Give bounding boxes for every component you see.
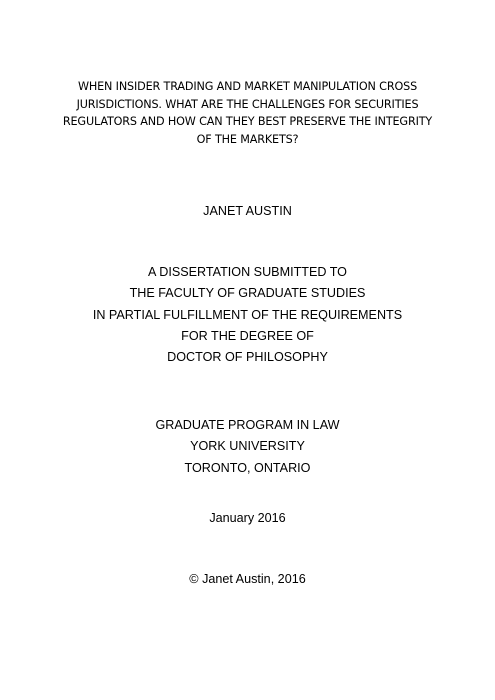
program-line: GRADUATE PROGRAM IN LAW (155, 418, 340, 432)
date-line: January 2016 (209, 511, 286, 525)
title-line: OF THE MARKETS? (196, 133, 299, 147)
dissertation-title (30, 78, 465, 149)
statement-line: IN PARTIAL FULFILLMENT OF THE REQUIREMENTS (92, 307, 403, 322)
title-line: WHEN INSIDER TRADING AND MARKET MANIPULATION CROSS (77, 80, 418, 93)
submission-date (30, 508, 465, 529)
program-line: YORK UNIVERSITY (190, 439, 305, 454)
title-line: JURISDICTIONS. WHAT ARE THE CHALLENGES FOR SECURITIES (76, 97, 419, 111)
copyright-line: © Janet Austin, 2016 (189, 572, 306, 586)
statement-line: THE FACULTY OF GRADUATE STUDIES (129, 286, 366, 301)
statement-line: FOR THE DEGREE OF (181, 328, 314, 343)
statement-line: A DISSERTATION SUBMITTED TO (148, 265, 347, 279)
author-name (30, 201, 465, 222)
program-block (30, 415, 465, 479)
title-line: REGULATORS AND HOW CAN THEY BEST PRESERVE THE INTEGRITY (62, 115, 433, 129)
submission-statement (30, 262, 465, 368)
program-line: TORONTO, ONTARIO (184, 460, 311, 475)
author-line: JANET AUSTIN (203, 204, 292, 218)
statement-line: DOCTOR OF PHILOSOPHY (167, 350, 328, 365)
copyright-notice (30, 569, 465, 590)
